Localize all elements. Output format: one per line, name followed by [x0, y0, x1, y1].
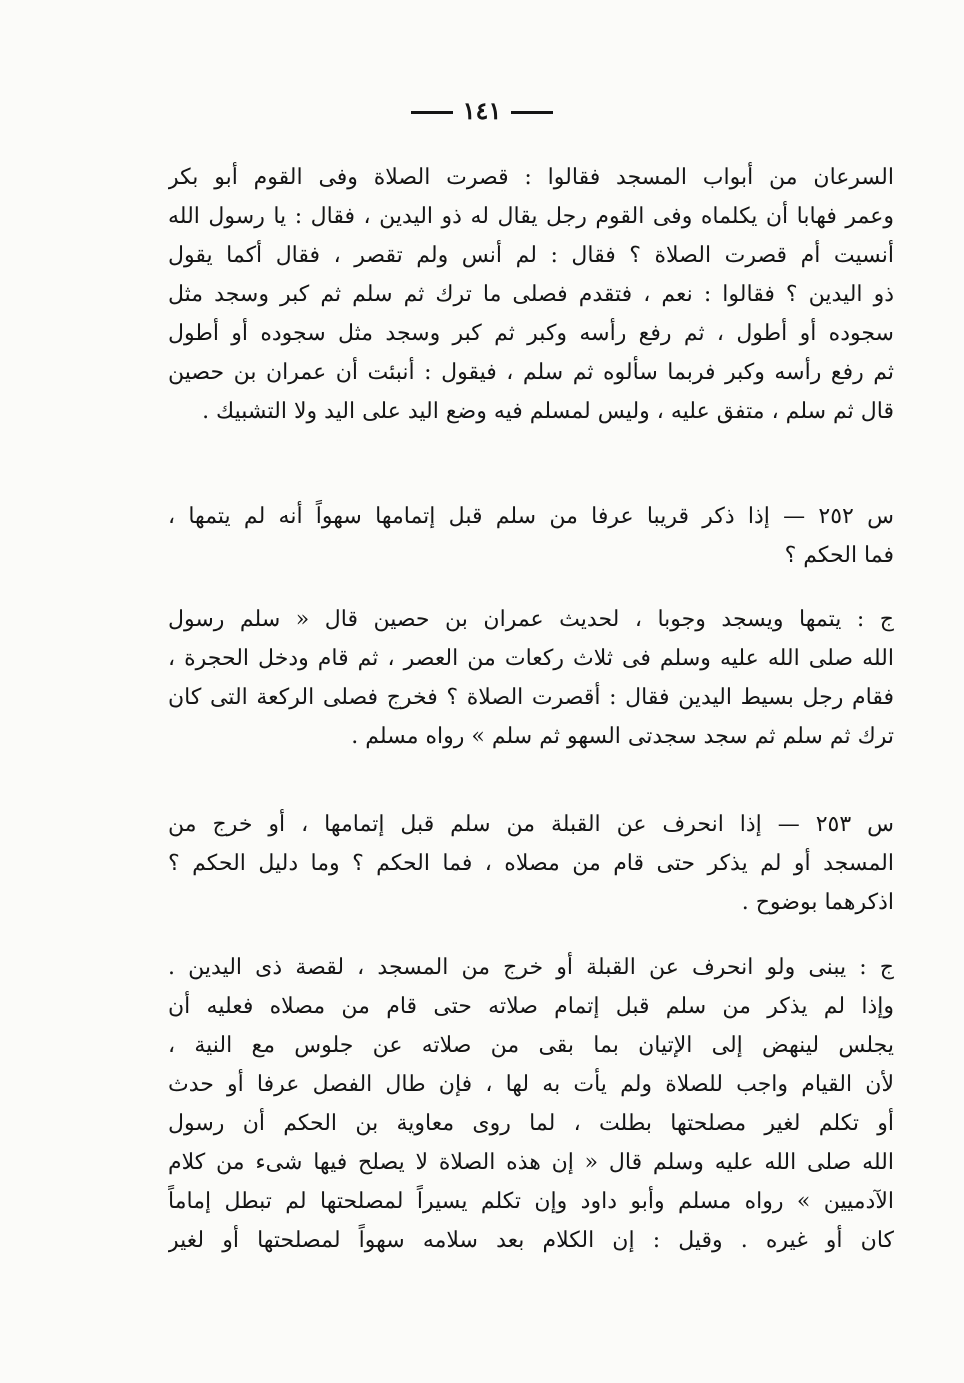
text-line: أو تكلم لغير مصلحتها بطلت ، لما روى معاوية بن الحكم أن رسول: [168, 1111, 894, 1136]
page-number: [0, 96, 964, 125]
text-line: السرعان من أبواب المسجد فقالوا : قصرت الصلاة وفى القوم أبو بكر: [168, 165, 894, 190]
text-line: المسجد أو لم يذكر حتى قام من مصلاه ، فما الحكم ؟ وما دليل الحكم ؟: [168, 851, 894, 876]
page-number-dash-left: [411, 111, 453, 114]
question-252: [168, 497, 894, 575]
text-line: س ٢٥٢ — إذا ذكر قريبا عرفا من سلم قبل إتمامها سهواً أنه لم يتمها ،: [168, 504, 894, 529]
text-line: فما الحكم ؟: [784, 543, 894, 568]
text-line: ذو اليدين ؟ فقالوا : نعم ، فتقدم فصلى ما ترك ثم سلم ثم كبر وسجد مثل: [168, 282, 894, 307]
text-line: يجلس لينهض إلى الإتيان بما بقى من صلاته عن جلوس مع النية ،: [168, 1033, 894, 1058]
text-line: ثم رفع رأسه وكبر فربما سألوه ثم سلم ، فيقول : أنبئت أن عمران بن حصين: [168, 360, 894, 385]
text-line: وعمر فهابا أن يكلماه وفى القوم رجل يقال له ذو اليدين ، فقال : يا رسول الله: [168, 204, 894, 229]
text-line: الله صلى الله عليه وسلم فى ثلاث ركعات من العصر ، ثم قام ودخل الحجرة ،: [168, 646, 894, 671]
text-line: ج : يتمها ويسجد وجوبا ، لحديث عمران بن حصين قال « سلم رسول: [168, 607, 894, 632]
text-line: فقام رجل بسيط اليدين فقال : أقصرت الصلاة ؟ فخرج فصلى الركعة التى كان: [168, 685, 894, 710]
text-line: ج : يبنى ولو انحرف عن القبلة أو خرج من المسجد ، لقصة ذى اليدين .: [168, 955, 894, 980]
text-line: ترك ثم سلم ثم سجد سجدتى السهو ثم سلم » رواه مسلم .: [351, 724, 894, 749]
question-253: [168, 805, 894, 922]
answer-252: [168, 600, 894, 756]
text-line: قال ثم سلم ، متفق عليه ، وليس لمسلم فيه وضع اليد على اليد ولا التشبيك .: [202, 399, 894, 424]
answer-253: [168, 948, 894, 1260]
text-line: س ٢٥٣ — إذا انحرف عن القبلة من سلم قبل إتمامها ، أو خرج من: [168, 812, 894, 837]
text-line: الله صلى الله عليه وسلم قال « إن هذه الصلاة لا يصلح فيها شىء من كلام: [168, 1150, 894, 1175]
text-line: الآدميين » رواه مسلم وأبو داود وإن تكلم يسيراً لمصلحتها لم تبطل إماماً: [168, 1189, 894, 1214]
text-line: اذكرهما بوضوح .: [741, 890, 894, 915]
text-line: كان أو غيره . وقيل : إن الكلام بعد سلامه سهواً لمصلحتها أو لغير: [168, 1228, 894, 1253]
text-line: وإذا لم يذكر من سلم قبل إتمام صلاته حتى قام من مصلاه فعليه أن: [168, 994, 894, 1019]
text-line: لأن القيام واجب للصلاة ولم يأت به لها ، فإن طال الفصل عرفا أو حدث: [168, 1072, 894, 1097]
page-number-dash-right: [511, 111, 553, 114]
paragraph-continuation: [168, 158, 894, 431]
text-line: سجوده أو أطول ، ثم رفع رأسه وكبر ثم كبر وسجد مثل سجوده أو أطول: [168, 321, 894, 346]
text-line: أنسيت أم قصرت الصلاة ؟ فقال : لم أنس ولم تقصر ، فقال أكما يقول: [168, 243, 894, 268]
page-number-text: ١٤١: [462, 96, 502, 125]
